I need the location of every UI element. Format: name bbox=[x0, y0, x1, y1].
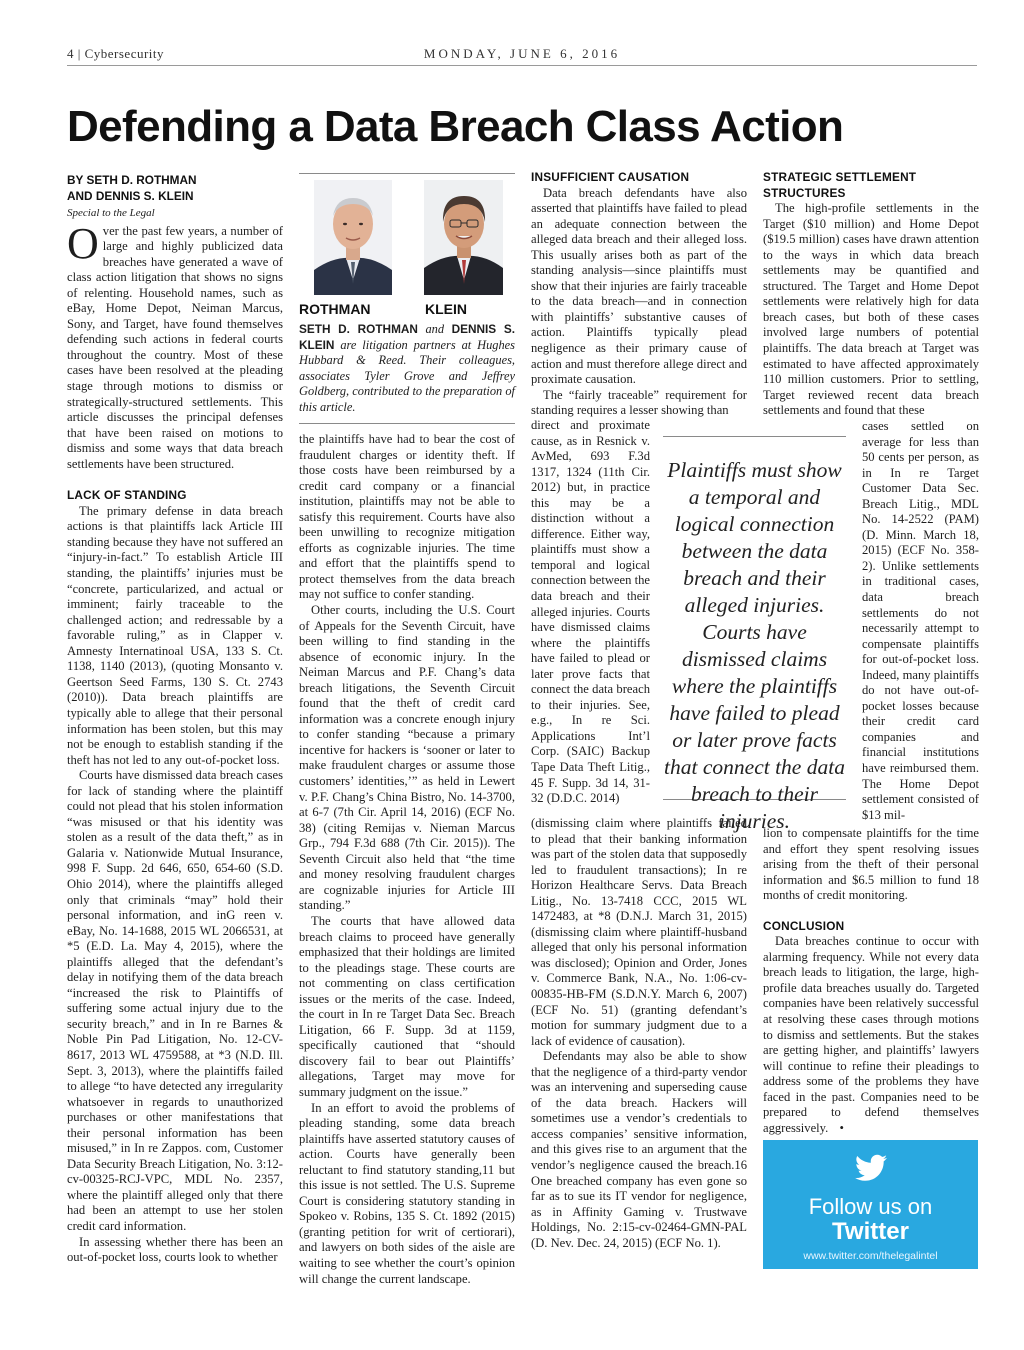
section-heading-settlement-2: STRUCTURES bbox=[763, 185, 846, 200]
paragraph: (dismissing claim where plaintiffs failed to plead that their banking information was part of the stolen data that supposedly led to fraudulent transactions); In re Horizon Healthcare Servs. Data Breach Litig., No. 13-7418 CCC, 2015 WL 1472483, at *8 (D.N.J. March 31, 2015) (dismissing claim where plaintiff-husband alleged that only his personal information was disclosed); Opinion and Order, Jones v. Commerce Bank, N.A., No. 1:06-cv-00835-HB-FM (S.D.N.Y. March 6, 2007) (ECF No. 51) (granting defendant’s motion for summary judgment due to a lack of evidence of causation). bbox=[531, 816, 747, 1048]
paragraph: Data breach defendants have also asserted that plaintiffs have failed to plead an adequate connection between the alleged data breach and their alleged loss. This usually arises both as part of the standing analysis—since plaintiffs must show that their injuries are fairly traceable to the data breach—and in connection with plaintiffs’ substantive causes of action. Plaintiffs typically plead negligence as their primary cause of action and must therefore allege direct and proximate causation. bbox=[531, 185, 747, 387]
byline-line-2: AND DENNIS S. KLEIN bbox=[67, 189, 194, 203]
byline-line-1: BY SETH D. ROTHMAN bbox=[67, 173, 197, 187]
paragraph: cases settled on average for less than 50 cents per person, as in In re Target Customer Data Sec. Breach Litig., MDL No. 14-2522 (PAM) (D. Minn. March 18, 2015) (ECF No. 358-2). Unlike settlements in traditional cases, data breach settlements do not necessarily attempt to compensate plaintiffs for out-of-pocket loss. Indeed, many plaintiffs do not have out-of-pocket losses because their credit card companies and financial institutions have reimbursed them. The Home Depot settlement consisted of $13 mil- bbox=[862, 419, 979, 822]
section-heading-standing: LACK OF STANDING bbox=[67, 488, 187, 503]
column-4-narrow bbox=[862, 419, 979, 823]
column-3-bottom bbox=[531, 816, 747, 1251]
photo-top-rule bbox=[299, 173, 515, 174]
article-headline: Defending a Data Breach Class Action bbox=[67, 102, 844, 151]
pull-quote bbox=[663, 436, 846, 833]
klein-portrait-image bbox=[424, 180, 503, 295]
section-label: 4 | Cybersecurity bbox=[67, 46, 165, 61]
paragraph: The high-profile settlements in the Target ($10 million) and Home Depot ($19.5 million) cases have drawn attention to the ways in which data breach settlements may be quantified and structured. The Target and Home Depot settlements were relatively high for data breach cases, but both of these cases involved large numbers of potential plaintiffs. The data breach at Target was estimated to have affected approximately 110 million customers. Prior to settling, Target reviewed recent data breach settlements and found that these bbox=[763, 201, 979, 418]
column-4-bottom bbox=[763, 826, 979, 1136]
byline-special: Special to the Legal bbox=[67, 207, 155, 219]
paragraph: Courts have dismissed data breach cases for lack of standing where the plaintiff could not plead that his stolen information “was misused or that his identity was stolen as a result of the data theft,” as in Galaria v. Nationwide Mutual Insurance, 998 F. Supp. 2d 646, 650, 654-60 (S.D. Ohio 2014), where the plaintiffs alleged only that criminals “may” hold their personal information, and inG reen v. eBay, No. 14-1688, 2015 WL 2066531, at *5 (E.D. La. May 4, 2015), where the plaintiffs alleged that the defendant’s delay in notifying them of the data breach “increased the risk to Plaintiffs of suffering some actual injury due to the security breach,” and in In re Barnes & Noble Pin Pad Litigation, No. 12-CV-8617, 2013 WL 4759588, at *3 (N.D. Ill. Sept. 3, 2013), where the plaintiffs failed to allege “to have detected any irregularity whatsoever in regards to unauthorized purchases or other manifestations that their personal information has been misused,” in In re Zappos. com, Customer Data Security Breach Litigation, No. 3:12-cv-00325-RCJ-VPC, MDL No. 2357, where the plaintiff alleged only that there had been an attempt to use her stolen credit card information. bbox=[67, 768, 283, 1233]
twitter-bird-icon bbox=[855, 1154, 887, 1182]
issue-date: MONDAY, JUNE 6, 2016 bbox=[423, 46, 621, 61]
twitter-promo-url[interactable]: www.twitter.com/thelegalintel bbox=[803, 1250, 938, 1262]
paragraph: The primary defense in data breach actions is that plaintiffs lack Article III standing because they have not suffered an “injury-in-fact.” To establish Article III standing, the plaintiffs’ injuries must be “concrete, particularized, and actual or imminent; fairly traceable to the challenged action; and redressable by a favorable ruling,” as in Clapper v. Amnesty Internatinoal USA, 133 S. Ct. 1138, 1140 (2013), (quoting Monsanto v. Geertson Seed Farms, 130 S. Ct. 2743 (2010)). Data breach plaintiffs are typically able to allege that their personal information has been stolen, but this may not be enough to establish standing if the theft has not led to any out-of-pocket loss. bbox=[67, 503, 283, 767]
rothman-photo bbox=[314, 180, 392, 295]
bio-text: are litigation partners at Hughes Hubbard & Reed. Their colleagues, associates Tyler Grove and Jeffrey Goldberg, contributed to the preparation of this article. bbox=[299, 337, 515, 414]
rothman-portrait-image bbox=[314, 180, 392, 295]
drop-cap: O bbox=[67, 218, 99, 268]
column-1 bbox=[67, 172, 283, 1266]
section-heading-conclusion: CONCLUSION bbox=[763, 918, 845, 933]
column-3-narrow bbox=[531, 418, 650, 807]
photo-bottom-rule bbox=[299, 423, 515, 424]
paragraph: In an effort to avoid the problems of pleading standing, some data breach plaintiffs have asserted statutory causes of action. Courts have generally been reluctant to find statutory standing,11 but this issue is not settled. The U.S. Supreme Court is considering statutory standing in Spokeo v. Robins, 135 S. Ct. 1892 (2015) (granting petition for writ of certiorari), and lawyers on both sides of the aisle are waiting to see whether the court’s opinion will change the current landscape. bbox=[299, 1100, 515, 1286]
paragraph: The courts that have allowed data breach claims to proceed have generally emphasized that their holdings are limited to the pleadings stage. These courts are not commenting on class certification issues or the merits of the case. Indeed, the court in In re Target Data Sec. Breach Litigation, 66 F. Supp. 3d at 1159, specifically cautioned that “should discovery fail to bear out Plaintiffs’ allegations, Target may move for summary judgment on the issue.” bbox=[299, 913, 515, 1099]
section-heading-causation: INSUFFICIENT CAUSATION bbox=[531, 170, 690, 184]
intro-paragraph bbox=[67, 218, 283, 473]
paragraph: In assessing whether there has been an out-of-pocket loss, courts look to whether bbox=[67, 1234, 283, 1265]
paragraph: Defendants may also be able to show that the negligence of a third-party vendor was an intervening and superseding cause of the data breach. Hackers will sometimes use a vendor’s credentials to access companies’ sensitive information, and this gives rise to an argument that the vendor’s negligence caused the breach.16 One breached company has even gone so far as to sue its IT vendor for negligence, as in Affinity Gaming v. Trustwave Holdings, No. 2:15-cv-02464-GMN-PAL (D. Nev. Dec. 24, 2015) (ECF No. 1). bbox=[531, 1049, 747, 1250]
bio-name-2: DENNIS S. KLEIN bbox=[299, 322, 515, 352]
pull-quote-text: Plaintiffs must show a temporal and logical connection between the data breach and their alleged injuries. Courts have dismissed claims where the plaintiffs have failed to plead or later prove facts that connect the data breach to their injuries. bbox=[664, 458, 845, 833]
section-heading-settlement-1: STRATEGIC SETTLEMENT bbox=[763, 170, 917, 184]
klein-photo bbox=[424, 180, 503, 295]
running-header bbox=[67, 46, 977, 66]
twitter-promo-line-2: Twitter bbox=[832, 1218, 909, 1245]
paragraph: the plaintiffs have had to bear the cost of fraudulent charges or identity theft. If those costs have been reimbursed by a credit card company or a financial institution, plaintiffs may not be able to satisfy this requirement. Courts have also been unwilling to recognize mitigation efforts as cognizable injuries. The time and effort that the plaintiffs spend to protect themselves from the data breach may not suffice to confer standing. bbox=[299, 432, 515, 602]
photo-label-rothman: ROTHMAN bbox=[299, 301, 371, 317]
twitter-promo-line-1: Follow us on bbox=[808, 1194, 933, 1219]
photo-label-klein: KLEIN bbox=[425, 301, 467, 317]
bio-and: and bbox=[425, 322, 445, 336]
intro-text: ver the past few years, a number of large and highly publicized data breaches have generated a wave of class action litigation that shows no signs of relenting. Household names, such as eBay, Home Depot, Neiman Marcus, Sony, and Target, have found themselves defending such actions in federal courts throughout the country. Most of these cases have been resolved at the pleading stage through motions to dismiss or strategically-structured settlements. This article discusses the principal defenses that have been raised on motions to dismiss and some ways that data breach settlements have been structured. bbox=[67, 223, 283, 471]
column-2 bbox=[299, 432, 515, 1287]
column-3-top bbox=[531, 170, 747, 419]
paragraph: Other courts, including the U.S. Court of Appeals for the Seventh Circuit, have been willing to find standing in the absence of economic injury. In the Neiman Marcus and P.F. Chang’s data breach litigations, the Seventh Circuit found that the theft of credit card information was a concrete enough injury to confer standing “because a primary incentive for hackers is ‘sooner or later to make fraudulent charges or assume those customers’ identities,’” as held in Lewert v. P.F. Chang’s China Bistro, No. 14-3700, at 6-7 (7th Cir. April 14, 2016) (ECF No. 38) (citing Remijas v. Nieman Marcus Grp., 794 F.3d 688 (7th Cir. 2015)). The Seventh Circuit also held that “the time and money resolving fraudulent charges are cognizable injuries for Article III standing.” bbox=[299, 603, 515, 913]
paragraph bbox=[763, 934, 979, 1136]
paragraph: lion to compensate plaintiffs for the time and effort they spent resolving issues arising from the theft of their personal information and $6.5 million to fund 18 months of credit monitoring. bbox=[763, 826, 979, 903]
author-bio bbox=[299, 322, 515, 415]
twitter-promo[interactable] bbox=[763, 1140, 978, 1269]
paragraph: The “fairly traceable” requirement for standing requires a lesser showing than bbox=[531, 387, 747, 418]
end-mark: • bbox=[839, 1120, 844, 1135]
paragraph: direct and proximate cause, as in Resnick v. AvMed, 693 F.3d 1317, 1324 (11th Cir. 2012) but, in practice this may be a distinction without a difference. Either way, plaintiffs must show a temporal and logical connection between the data breach and their alleged injuries. Courts have dismissed claims where the plaintiffs have failed to plead or later prove facts that connect the data breach to their injuries. See, e.g., In re Sci. Applications Int’l Corp. (SAIC) Backup Tape Data Theft Litig., 45 F. Supp. 3d 14, 31-32 (D.D.C. 2014) bbox=[531, 418, 650, 806]
column-4-top bbox=[763, 170, 979, 419]
conclusion-text: Data breaches continue to occur with alarming frequency. While not every data breach leads to litigation, the large, high-profile data breaches usually do. Targeted companies have been relatively successful at resolving these cases through motions to dismiss and settlements. But the stakes are getting higher, and plaintiffs’ lawyers will continue to refine their pleadings to address some of the problems they have faced in the past. Companies need to be prepared to defend themselves aggressively. bbox=[763, 934, 979, 1135]
bio-name-1: SETH D. ROTHMAN bbox=[299, 322, 418, 336]
